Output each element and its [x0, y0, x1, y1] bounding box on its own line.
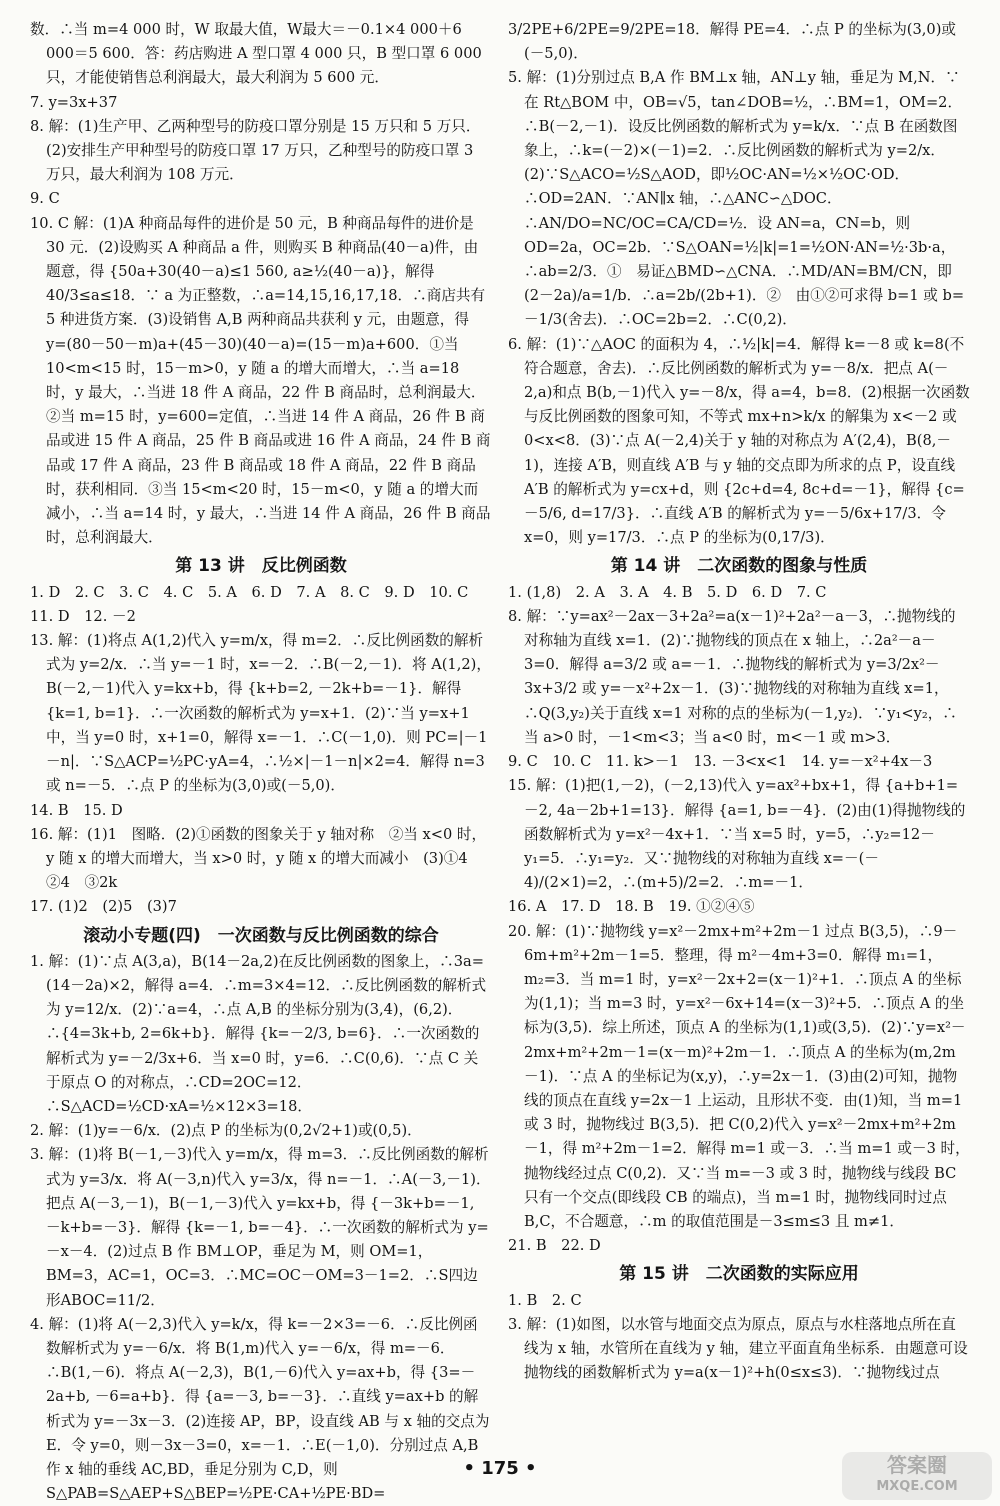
answer-item: 3. 解：(1)将 B(－1,－3)代入 y=m/x，得 m=3．∴反比例函数的解析式为 y=3/x．将 A(－3,n)代入 y=3/x，得 n=－1．∴A(－3,－1)．把点 A(－3,－1)，B(－1,－3)代入 y=kx+b，得 {－3k+b=－1, －k+b=－3}．解得 {k=－1, b=－4}．∴一次函数的解析式为 y=－x－4．(2)过点 B 作 BM⊥OP，垂足为 M，则 OM=1，BM=3，AC=1，OC=3．∴MC=OC－OM=3－1=2．∴S四边形ABOC=11/2． — [30, 1146, 491, 1309]
watermark-logo-url: MXQE.COM — [876, 1479, 958, 1494]
answer-item: 1. 解：(1)∵点 A(3,a)，B(14－2a,2)在反比例函数的图象上，∴3a=(14－2a)×2，解得 a=4．∴m=3×4=12．∴反比例函数的解析式为 y=12/x．(2)∵a=4，∴点 A,B 的坐标分别为(3,4)，(6,2)．∴{4=3k+b, 2=6k+b}．解得 {k=－2/3, b=6}．∴一次函数的解析式为 y=－2/3x+6．当 x=0 时，y=6．∴C(0,6)．∵点 C 关于原点 O 的对称点，∴CD=2OC=12．∴S△ACD=½CD·xA=½×12×3=18． — [30, 952, 487, 1115]
answer-item: 17. (1)2 (2)5 (3)7 — [30, 898, 177, 916]
answer-item: 6. 解：(1)∵△AOC 的面积为 4，∴½|k|=4．解得 k=－8 或 k=8(不符合题意，舍去)．∴反比例函数的解析式为 y=－8/x．把点 A(－2,a)和点 B(b,－1)代入 y=－8/x，得 a=4，b=8．(2)根据一次函数与反比例函数的图象可知，不等式 mx+n>k/x 的解集为 x<－2 或 0<x<8．(3)∵点 A(－2,4)关于 y 轴的对称点为 A′(2,4)，B(8,－1)，连接 A′B，则直线 A′B 与 y 轴的交点即为所求的点 P，设直线 A′B 的解析式为 y=cx+d，则 {2c+d=4, 8c+d=－1}，解得 {c=－5/6, d=17/3}．∴直线 A′B 的解析式为 y=－5/6x+17/3．令 x=0，则 y=17/3．∴点 P 的坐标为(0,17/3)． — [508, 335, 970, 547]
answer-item: 11. D 12. －2 — [30, 607, 136, 625]
answer-item: 1. (1,8) 2. A 3. A 4. B 5. D 6. D 7. C — [508, 583, 827, 601]
answer-item: 21. B 22. D — [508, 1237, 601, 1255]
watermark-logo — [842, 1452, 992, 1500]
section-heading: 滚动小专题(四) 一次函数与反比例函数的综合 — [83, 925, 439, 946]
answer-item: 13. 解：(1)将点 A(1,2)代入 y=m/x，得 m=2．∴反比例函数的解析式为 y=2/x．∴当 y=－1 时，x=－2．∴B(－2,－1)．将 A(1,2)，B(－2,－1)代入 y=kx+b，得 {k+b=2, －2k+b=－1}．解得 {k=1, b=1}．∴一次函数的解析式为 y=x+1．(2)∵当 y=x+1 中，当 y=0 时，x+1=0，解得 x=－1．∴C(－1,0)．则 PC=|－1－n|．∵S△ACP=½PC·yA=4，∴½×|－1－n|×2=4．解得 n=3 或 n=－5．∴点 P 的坐标为(3,0)或(－5,0)． — [30, 632, 491, 795]
answer-item: 15. 解：(1)把(1,－2)，(－2,13)代入 y=ax²+bx+1，得 {a+b+1=－2, 4a－2b+1=13}．解得 {a=1, b=－4}．(2)由(1)得抛物线的函数解析式为 y=x²－4x+1．∵当 x=5 时，y=5，∴y₂=12－y₁=5．∴y₁=y₂．又∵抛物线的对称轴为直线 x=－(－4)/(2×1)=2，∴(m+5)/2=2．∴m=－1． — [508, 777, 966, 892]
answer-item: 1. D 2. C 3. C 4. C 5. A 6. D 7. A 8. C 9. D 10. C — [30, 583, 469, 601]
answer-item: 数．∴当 m=4 000 时，W 取最大值，W最大＝－0.1×4 000＋6 000＝5 600．答：药店购进 A 型口罩 4 000 只，B 型口罩 6 000 只，才能使销售总利润最大，最大利润为 5 600 元． — [30, 21, 487, 87]
page-number: • 175 • — [463, 1458, 537, 1479]
answer-item: 5. 解：(1)分别过点 B,A 作 BM⊥x 轴，AN⊥y 轴，垂足为 M,N．∵在 Rt△BOM 中，OB=√5，tan∠DOB=½，∴BM=1，OM=2．∴B(－2,－1)．设反比例函数的解析式为 y=k/x．∵点 B 在函数图象上，∴k=(－2)×(－1)=2．∴反比例函数的解析式为 y=2/x．(2)∵S△ACO=½S△AOD，即½OC·AN=½×½OC·OD．∴OD=2AN．∵AN∥x 轴，∴△ANC∽△DOC．∴AN/DO=NC/OC=CA/CD=½．设 AN=a，CN=b，则 OD=2a，OC=2b．∵S△OAN=½|k|=1=½ON·AN=½·3b·a，∴ab=2/3．① 易证△BMD∽△CNA．∴MD/AN=BM/CN，即 (2－2a)/a=1/b．∴a=2b/(2b+1)．② 由①②可求得 b=1 或 b=－1/3(舍去)．∴OC=2b=2．∴C(0,2)． — [508, 69, 965, 329]
answer-item: 16. 解：(1)1 图略．(2)①函数的图象关于 y 轴对称 ②当 x<0 时，y 随 x 的增大而增大，当 x>0 时，y 随 x 的增大而减小 (3)①4 ②4 ③2k — [30, 825, 487, 892]
section-heading: 第 13 讲 反比例函数 — [175, 556, 347, 577]
section-heading: 第 14 讲 二次函数的图象与性质 — [610, 556, 868, 577]
answer-item: 9. C 10. C 11. k>－1 13. －3<x<1 14. y=－x²+4x－3 — [508, 753, 933, 771]
answer-item: 10. C 解：(1)A 种商品每件的进价是 50 元，B 种商品每件的进价是 30 元．(2)设购买 A 种商品 a 件，则购买 B 种商品(40－a)件，由题意，得 {50a+30(40－a)≤1 560, a≥½(40－a)}，解得 40/3≤a≤18．∵ a 为正整数，∴a=14,15,16,17,18．∴商店共有 5 种进货方案．(3)设销售 A,B 两种商品共获利 y 元，由题意，得 y=(80－50－m)a+(45－30)(40－a)=(15－m)a+600．①当 10<m<15 时，15－m>0，y 随 a 的增大而增大，∴当 a=18 时，y 最大，∴当进 18 件 A 商品，22 件 B 商品时，总利润最大．②当 m=15 时，y=600=定值，∴当进 14 件 A 商品，26 件 B 商品或进 15 件 A 商品，25 件 B 商品或进 16 件 A 商品，24 件 B 商品或 17 件 A 商品，23 件 B 商品或 18 件 A 商品，22 件 B 商品时，获利相同．③当 15<m<20 时，15－m<0，y 随 a 的增大而减小，∴当 a=14 时，y 最大，∴当进 14 件 A 商品，26 件 B 商品时，总利润最大． — [30, 214, 491, 547]
answer-item: 20. 解：(1)∵抛物线 y=x²－2mx+m²+2m－1 过点 B(3,5)，∴9－6m+m²+2m－1=5．整理，得 m²－4m+3=0．解得 m₁=1，m₂=3．当 m=1 时，y=x²－2x+2=(x－1)²+1．∴顶点 A 的坐标为(1,1)；当 m=3 时，y=x²－6x+14=(x－3)²+5．∴顶点 A 的坐标为(3,5)．综上所述，顶点 A 的坐标为(1,1)或(3,5)．(2)∵y=x²－2mx+m²+2m－1=(x－m)²+2m－1．∴顶点 A 的坐标为(m,2m－1)．∵点 A 的坐标记为(x,y)，∴y=2x－1．(3)由(2)可知，抛物线的顶点在直线 y=2x－1 上运动，且形状不变．由(1)知，当 m=1 或 3 时，抛物线过 B(3,5)．把 C(0,2)代入 y=x²－2mx+m²+2m－1，得 m²+2m－1=2．解得 m=1 或－3．∴当 m=1 或－3 时，抛物线经过点 C(0,2)．又∵当 m=－3 或 3 时，抛物线与线段 BC 只有一个交点(即线段 CB 的端点)，当 m=1 时，抛物线同时过点 B,C，不合题意，∴m 的取值范围是－3≤m≤3 且 m≠1． — [508, 922, 970, 1230]
answer-item: 1. B 2. C — [508, 1291, 582, 1309]
answer-column-left — [30, 18, 495, 1503]
watermark-logo-title: 答案圈 — [887, 1453, 947, 1477]
answer-item: 8. 解：∵y=ax²－2ax－3+2a²=a(x－1)²+2a²－a－3，∴抛物线的对称轴为直线 x=1．(2)∵抛物线的顶点在 x 轴上，∴2a²－a－3=0．解得 a=3/2 或 a=－1．∴抛物线的解析式为 y=3/2x²－3x+3/2 或 y=－x²+2x－1．(3)∵抛物线的对称轴为直线 x=1，∴Q(3,y₂)关于直线 x=1 对称的点的坐标为(－1,y₂)．∵y₁<y₂，∴当 a>0 时，－1<m<3；当 a<0 时，m<－1 或 m>3． — [508, 607, 957, 746]
answer-column-right — [508, 18, 970, 1458]
answer-item: 16. A 17. D 18. B 19. ①②④⑤ — [508, 898, 755, 916]
answer-item: 9. C — [30, 190, 60, 208]
answer-item: 4. 解：(1)将 A(－2,3)代入 y=k/x，得 k=－2×3=－6．∴反比例函数解析式为 y=－6/x．将 B(1,m)代入 y=－6/x，得 m=－6．∴B(1,－6)．将点 A(－2,3)，B(1,－6)代入 y=ax+b，得 {3=－2a+b, －6=a+b}．得 {a=－3, b=－3}．∴直线 y=ax+b 的解析式为 y=－3x－3．(2)连接 AP，BP，设直线 AB 与 x 轴的交点为 E．令 y=0，则－3x－3=0，x=－1．∴E(－1,0)．分别过点 A,B 作 x 轴的垂线 AC,BD，垂足分别为 C,D，则 S△PAB=S△AEP+S△BEP=½PE·CA+½PE·BD= — [30, 1315, 495, 1503]
answer-item: 8. 解：(1)生产甲、乙两种型号的防疫口罩分别是 15 万只和 5 万只．(2)安排生产甲种型号的防疫口罩 17 万只，乙种型号的防疫口罩 3 万只，最大利润为 108 万元． — [30, 117, 481, 184]
answer-item: 7. y=3x+37 — [30, 93, 118, 111]
answer-item: 3/2PE+6/2PE=9/2PE=18．解得 PE=4．∴点 P 的坐标为(3,0)或(－5,0)． — [508, 21, 956, 63]
answer-item: 2. 解：(1)y=－6/x．(2)点 P 的坐标为(0,2√2+1)或(0,5)． — [30, 1122, 422, 1140]
answer-item: 3. 解：(1)如图，以水管与地面交点为原点，原点与水柱落地点所在直线为 x 轴，水管所在直线为 y 轴，建立平面直角坐标系．由题意可设抛物线的函数解析式为 y=a(x－1)²+h(0≤x≤3)．∵抛物线过点 — [508, 1315, 968, 1382]
answer-item: 14. B 15. D — [30, 801, 123, 819]
section-heading: 第 15 讲 二次函数的实际应用 — [619, 1264, 859, 1285]
